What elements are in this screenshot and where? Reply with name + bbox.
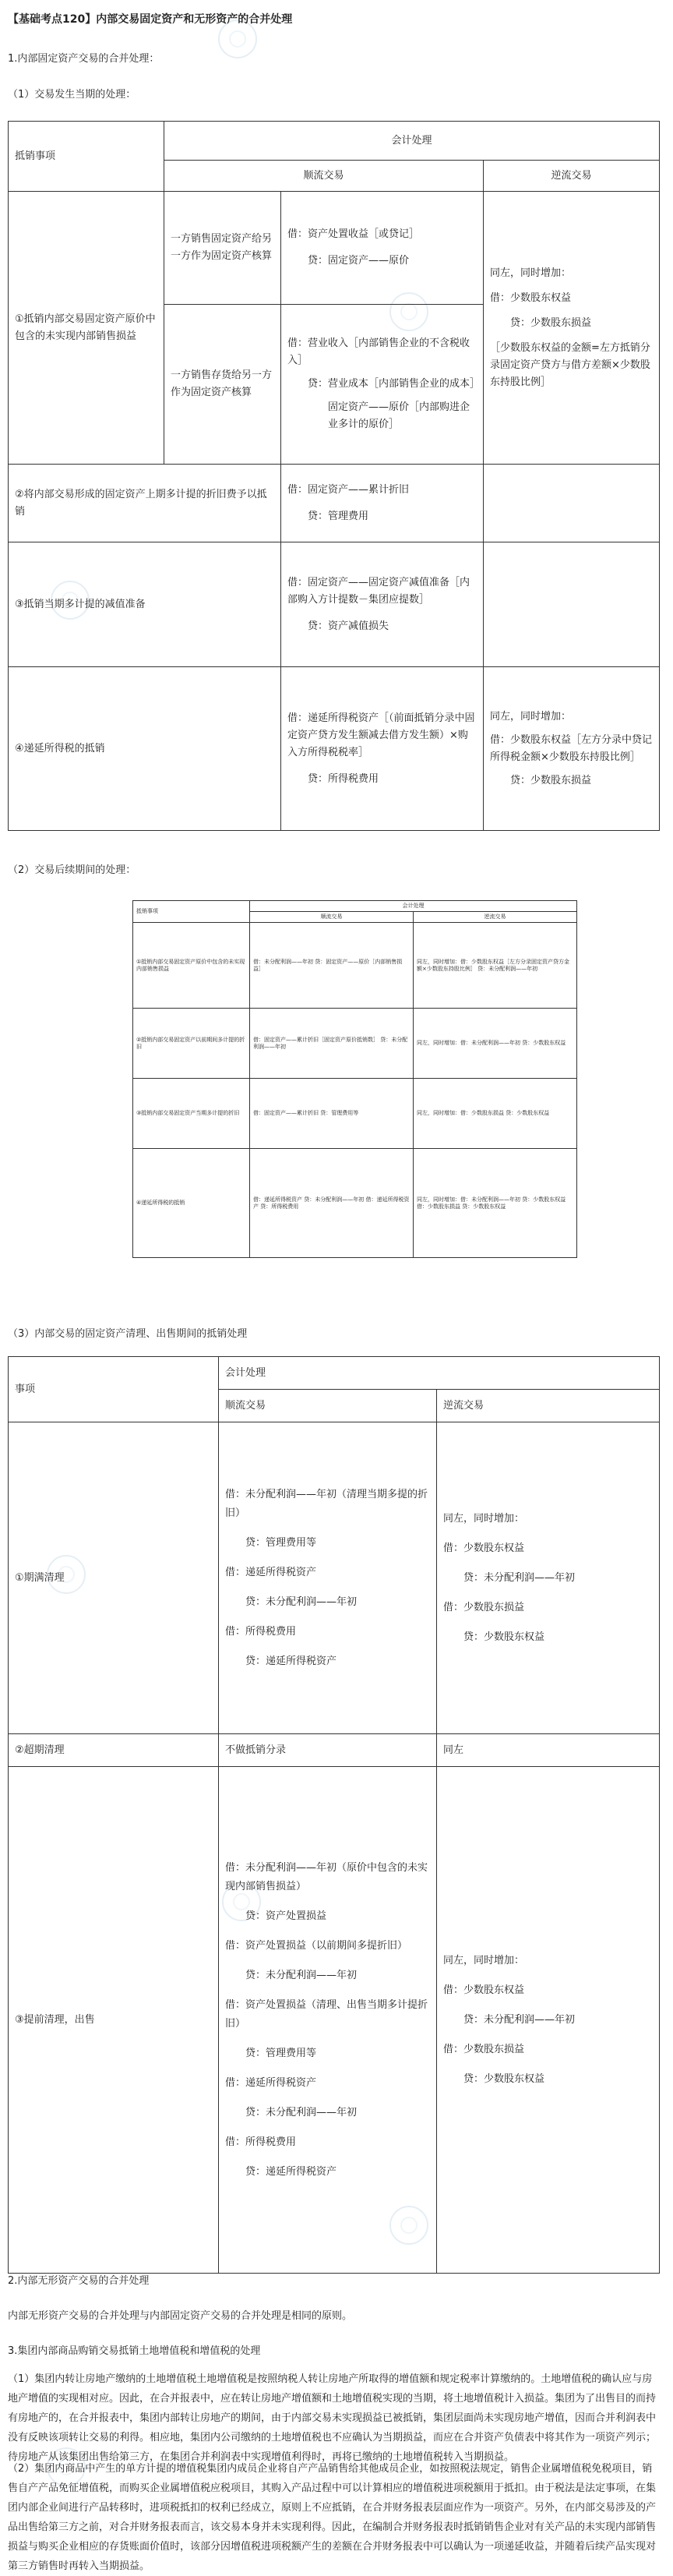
entry-line: ［少数股东权益的金额=左方抵销分录固定资产贷方与借方差额×少数股东持股比例］ bbox=[490, 341, 650, 388]
mini-cell: 顺流交易 bbox=[250, 912, 414, 923]
embedded-table-image bbox=[132, 900, 576, 1290]
section-heading: 3.集团内部商品购销交易抵销土地增值税和增值税的处理 bbox=[8, 2345, 261, 2357]
entry-line: 贷：所得税费用 bbox=[308, 772, 379, 785]
mini-cell: 同左，同时增加：借：少数股东权益［左方分录固定资产贷方金额×少数股东持股比例］ 贷：未分配利润——年初 bbox=[414, 923, 577, 1009]
entry-line: 借：少数股东权益［左方分录中贷记所得税金额×少数股东持股比例］ bbox=[490, 733, 653, 763]
table-cell bbox=[281, 192, 484, 305]
table-cell bbox=[281, 542, 484, 667]
table-cell: 一方销售存货给另一方作为固定资产核算 bbox=[164, 305, 281, 465]
mini-cell: ④递延所得税的抵销 bbox=[133, 1149, 250, 1258]
mini-cell: ②抵销内部交易固定资产以前期间多计提的折旧 bbox=[133, 1009, 250, 1079]
entry-line: 贷：资产减值损失 bbox=[308, 620, 389, 632]
subsection-heading: （2）交易后续期间的处理： bbox=[8, 864, 136, 876]
mini-cell: 借：固定资产——累计折旧［固定资产原价抵销数］ 贷：未分配利润——年初 bbox=[250, 1009, 414, 1079]
table-cell bbox=[484, 465, 660, 542]
entry-line: 贷：少数股东权益 bbox=[463, 1631, 545, 1643]
entry-line: 贷：未分配利润——年初 bbox=[245, 1969, 358, 1981]
entry-line: 贷：未分配利润——年初 bbox=[245, 1595, 358, 1608]
entry-line: 固定资产——原价［内部购进企业多计的原价］ bbox=[328, 401, 470, 430]
table-cell: 一方销售固定资产给另一方作为固定资产核算 bbox=[164, 192, 281, 305]
header-cell: 事项 bbox=[9, 1357, 219, 1422]
table-cell bbox=[219, 1422, 437, 1734]
entry-line: 借：未分配利润——年初（清理当期多提的折旧） bbox=[225, 1488, 428, 1519]
mini-cell: 同左，同时增加：借：未分配利润——年初 贷：少数股东权益 借：少数股东损益 贷：少数股东权益 bbox=[414, 1149, 577, 1258]
entry-line: 借：递延所得税资产［（前面抵销分录中固定资产贷方发生额减去借方发生额）×购入方所得税税率］ bbox=[287, 712, 475, 758]
page-title: 【基础考点120】内部交易固定资产和无形资产的合并处理 bbox=[8, 13, 293, 26]
entry-line: 借：少数股东损益 bbox=[443, 2043, 525, 2055]
table-cell: ②将内部交易形成的固定资产上期多计提的折旧费予以抵销 bbox=[9, 465, 281, 542]
mini-cell: 借：递延所得税资产 贷：未分配利润——年初 借：递延所得税资产 贷：所得税费用 bbox=[250, 1149, 414, 1258]
header-cell: 会计处理 bbox=[164, 122, 660, 161]
paragraph: （1）集团内转让房地产缴纳的土地增值税土地增值税是按照纳税人转让房地产所取得的增值额和规定税率计算缴纳的。土地增值税的确认应与房地产增值的实现相对应。因此，在合并报表中，应在转让房地产增值额和土地增值税实现的当期，将土地增值税计入损益。集团为了出售目的而持有房地产的，在合并报表中，集团内部转让房地产的期间，由于内部交易未实现损益已被抵销，集团层面尚未实现房地产增值，因而合并利润表中没有反映该项转让交易的利得。相应地，集团内公司缴纳的土地增值税也不应确认为当期损益，而应在合并资产负债表中将其作为一项资产列示；待房地产从该集团出售给第三方，在集团合并利润表中实现增值利得时，再将已缴纳的土地增值税转入当期损益。 bbox=[8, 2373, 657, 2463]
table-cell bbox=[281, 667, 484, 831]
entry-line: 同左，同时增加： bbox=[490, 710, 572, 723]
entry-line: 贷：资产处置损益 bbox=[245, 1910, 327, 1922]
entry-line: 贷：营业成本［内部销售企业的成本］ bbox=[308, 378, 481, 390]
header-cell: 顺流交易 bbox=[219, 1390, 437, 1422]
subsection-heading: （3）内部交易的固定资产清理、出售期间的抵销处理 bbox=[8, 1328, 248, 1340]
entry-line: 贷：管理费用等 bbox=[245, 2047, 317, 2059]
table-cell bbox=[484, 667, 660, 831]
mini-cell: 会计处理 bbox=[250, 901, 577, 912]
table-cell: ③抵销当期多计提的减值准备 bbox=[9, 542, 281, 667]
entry-line: 借：营业收入［内部销售企业的不含税收入］ bbox=[287, 337, 470, 366]
mini-cell: 同左，同时增加：借：未分配利润——年初 贷：少数股东权益 bbox=[414, 1009, 577, 1079]
table-cell bbox=[437, 1767, 660, 2274]
entry-line: 借：固定资产——累计折旧 bbox=[287, 483, 410, 496]
entry-line: 贷：少数股东损益 bbox=[510, 316, 592, 329]
entry-line: 借：资产处置收益［或贷记］ bbox=[287, 228, 420, 240]
paragraph: （2）集团内商品中产生的单方计提的增值税集团内成员企业将自产产品销售给其他成员企业，如按照税法规定，销售企业属增值税免税项目，销售自产产品免征增值税，而购买企业属增值税应税项目，其购入产品过程中可以计算相应的增值税进项税额用于抵扣。由于税法是法定事项，在集团内部企业间进行产品转移时，进项税抵扣的权利已经成立，原则上不应抵销，在合并财务报表层面应作为一项资产。另外，在内部交易涉及的产品出售给第三方之前，对合并财务报表而言，该交易本身并未实现利得。因此，在编制合并财务报表时抵销销售企业对有关产品的未实现内部销售损益与购买企业相应的存货账面价值时，该部分因增值税进项税额产生的差额在合并财务报表中可以确认为一项递延收益，并随着后续产品实现对第三方销售时再转入当期损益。 bbox=[8, 2463, 657, 2572]
header-cell: 逆流交易 bbox=[437, 1390, 660, 1422]
table-cell: ①期满清理 bbox=[9, 1422, 219, 1734]
entry-line: 贷：递延所得税资产 bbox=[245, 1655, 337, 1667]
table-cell: 不做抵销分录 bbox=[219, 1734, 437, 1767]
entry-line: 贷：少数股东权益 bbox=[463, 2072, 545, 2085]
mini-cell: 借：未分配利润——年初 贷：固定资产——原价［内部销售损益］ bbox=[250, 923, 414, 1009]
table-cell bbox=[484, 192, 660, 465]
section-heading: 2.内部无形资产交易的合并处理 bbox=[8, 2275, 150, 2287]
mini-cell: 同左，同时增加：借：少数股东损益 贷：少数股东权益 bbox=[414, 1079, 577, 1149]
entry-line: 借：未分配利润——年初（原价中包含的未实现内部销售损益） bbox=[225, 1861, 428, 1892]
entry-line: 借：少数股东损益 bbox=[443, 1601, 525, 1613]
table-cell: ①抵销内部交易固定资产原价中包含的未实现内部销售损益 bbox=[9, 192, 164, 465]
entry-line: 同左，同时增加： bbox=[443, 1512, 525, 1525]
entry-line: 贷：未分配利润——年初 bbox=[245, 2106, 358, 2118]
entry-line: 贷：未分配利润——年初 bbox=[463, 2013, 576, 2026]
entry-line: 借：资产处置损益（以前期间多提折旧） bbox=[225, 1939, 408, 1952]
entry-line: 同左，同时增加： bbox=[490, 267, 572, 279]
entry-line: 贷：未分配利润——年初 bbox=[463, 1571, 576, 1584]
entry-line: 借：资产处置损益（清理、出售当期多计提折旧） bbox=[225, 1998, 428, 2030]
table-current-period bbox=[8, 121, 660, 831]
mini-cell: ①抵销内部交易固定资产原价中包含的未实现内部销售损益 bbox=[133, 923, 250, 1009]
table-cell: 同左 bbox=[437, 1734, 660, 1767]
mini-cell: 抵销事项 bbox=[133, 901, 250, 923]
entry-line: 借：递延所得税资产 bbox=[225, 2076, 317, 2089]
entry-line: 同左，同时增加： bbox=[443, 1954, 525, 1966]
entry-line: 贷：管理费用 bbox=[308, 510, 369, 522]
mini-cell: ③抵销内部交易固定资产当期多计提的折旧 bbox=[133, 1079, 250, 1149]
section-heading: 1.内部固定资产交易的合并处理： bbox=[8, 53, 160, 65]
mini-cell: 逆流交易 bbox=[414, 912, 577, 923]
subsection-heading: （1）交易发生当期的处理： bbox=[8, 89, 136, 101]
entry-line: 借：少数股东权益 bbox=[443, 1984, 525, 1996]
table-cell bbox=[219, 1767, 437, 2274]
header-cell: 会计处理 bbox=[219, 1357, 660, 1390]
header-cell: 抵销事项 bbox=[9, 122, 164, 192]
entry-line: 借：少数股东权益 bbox=[443, 1542, 525, 1554]
table-cell: ②超期清理 bbox=[9, 1734, 219, 1767]
table-cell: ④递延所得税的抵销 bbox=[9, 667, 281, 831]
table-cell bbox=[437, 1422, 660, 1734]
entry-line: 借：固定资产——固定资产减值准备［内部购入方计提数－集团应提数］ bbox=[287, 576, 470, 606]
entry-line: 贷：递延所得税资产 bbox=[245, 2165, 337, 2178]
mini-cell: 借：固定资产——累计折旧 贷：管理费用等 bbox=[250, 1079, 414, 1149]
entry-line: 借：递延所得税资产 bbox=[225, 1566, 317, 1578]
entry-line: 借：所得税费用 bbox=[225, 2136, 297, 2148]
paragraph: 内部无形资产交易的合并处理与内部固定资产交易的合并处理是相同的原则。 bbox=[8, 2310, 353, 2322]
table-cell: ③提前清理，出售 bbox=[9, 1767, 219, 2274]
mini-table bbox=[132, 900, 577, 1258]
table-cell bbox=[281, 465, 484, 542]
table-cell bbox=[484, 542, 660, 667]
header-cell: 顺流交易 bbox=[164, 161, 484, 192]
entry-line: 贷：固定资产——原价 bbox=[308, 255, 410, 267]
header-cell: 逆流交易 bbox=[484, 161, 660, 192]
entry-line: 贷：少数股东损益 bbox=[510, 774, 592, 786]
table-cell bbox=[281, 305, 484, 465]
entry-line: 借：少数股东权益 bbox=[490, 292, 572, 304]
table-disposal bbox=[8, 1356, 660, 2274]
entry-line: 借：所得税费用 bbox=[225, 1625, 297, 1638]
entry-line: 贷：管理费用等 bbox=[245, 1536, 317, 1549]
